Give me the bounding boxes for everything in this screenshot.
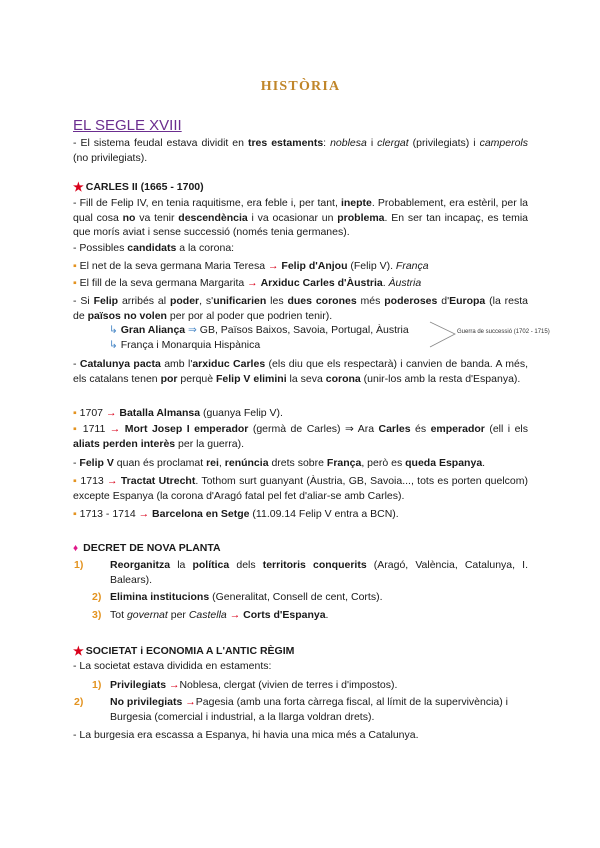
text: . Probablement, era estèril, per la qual cosa bbox=[73, 197, 528, 224]
section-heading-decret bbox=[73, 542, 221, 554]
text-bold: Elimina institucions bbox=[110, 591, 210, 603]
arrow-icon: → bbox=[229, 609, 241, 621]
text-bold: Carles bbox=[378, 423, 411, 435]
text: Tot bbox=[110, 609, 127, 621]
text-bold: aliats perden interès bbox=[73, 437, 176, 450]
societat-item-2 bbox=[73, 695, 528, 724]
text-italic: noblesa bbox=[330, 137, 367, 149]
text: per la guerra). bbox=[175, 437, 244, 450]
text-italic: camperols bbox=[479, 137, 528, 149]
text: 1711 bbox=[82, 423, 110, 435]
event-1713 bbox=[73, 474, 528, 503]
text-bold: Tractat Utrecht bbox=[120, 475, 196, 487]
section-heading-societat bbox=[73, 644, 294, 658]
item-number: 2) bbox=[92, 591, 102, 603]
text: 1713 bbox=[80, 475, 108, 487]
bullet-icon: ▪ bbox=[73, 260, 77, 272]
text-bold: problema bbox=[337, 211, 385, 224]
text-bold: països no volen bbox=[87, 309, 167, 322]
text: El fill de la seva germana Margarita bbox=[79, 277, 248, 289]
candidate-felip bbox=[73, 259, 528, 274]
war-of-succession-label: Guerra de successió (1702 - 1715) bbox=[457, 329, 550, 335]
text: França i Monarquia Hispànica bbox=[120, 339, 261, 351]
felip-renuncia-paragraph bbox=[73, 456, 528, 471]
section-heading-segle-xviii: EL SEGLE XVIII bbox=[73, 117, 182, 134]
text: , s' bbox=[199, 295, 214, 307]
item-number: 1) bbox=[74, 559, 84, 571]
text: (germà de Carles) bbox=[248, 423, 345, 435]
societat-item-1 bbox=[73, 678, 547, 693]
text-bold: dues corones bbox=[287, 295, 357, 307]
text: més bbox=[356, 295, 385, 307]
text-bold: Barcelona en Setge bbox=[152, 508, 250, 520]
text-bold: Arxiduc Carles d'Àustria bbox=[260, 277, 383, 289]
text: les bbox=[266, 295, 288, 307]
text-bold: poder bbox=[169, 295, 200, 307]
text-italic: França bbox=[395, 260, 429, 272]
text-bold: Felip V elimini bbox=[216, 372, 287, 385]
text: GB, Països Baixos, Savoia, Portugal, Àustria bbox=[196, 324, 409, 336]
text: (la resta de bbox=[73, 295, 529, 322]
text-bold: arxiduc Carles bbox=[192, 358, 266, 370]
event-1711 bbox=[73, 422, 528, 451]
text-bold: emperador bbox=[430, 423, 485, 435]
diamond-icon: ♦ bbox=[73, 542, 79, 554]
text-bold: política bbox=[192, 559, 230, 571]
text-bold: Mort Josep I emperador bbox=[124, 423, 249, 435]
text: Ara bbox=[353, 423, 379, 435]
text: per bbox=[167, 609, 189, 621]
text: (Aragó, València, Catalunya, I. Balears). bbox=[110, 559, 528, 586]
arrow-icon: → bbox=[168, 679, 180, 691]
text-bold: unificarien bbox=[213, 295, 267, 307]
text-bold: poderoses bbox=[384, 295, 438, 307]
section-heading-carles bbox=[73, 180, 204, 194]
bullet-icon: ▪ bbox=[73, 407, 77, 419]
text: arribés al bbox=[118, 295, 170, 307]
text-bold: No privilegiats bbox=[110, 696, 183, 708]
arrow-icon: → bbox=[105, 407, 117, 419]
text: - Fill de Felip IV, en tenia raquitisme, era feble i, per tant, bbox=[73, 197, 341, 209]
double-arrow-icon: ⇒ bbox=[188, 324, 197, 336]
event-1707 bbox=[73, 406, 528, 421]
text: Pagesia (amb una forta càrrega fiscal, al límit de la supervivència) i Burgesia (comercial i industrial, a la llarga voldran drets). bbox=[110, 696, 509, 723]
text: la seva bbox=[286, 372, 326, 385]
text: 1707 bbox=[79, 407, 106, 419]
text-italic: Àustria bbox=[388, 277, 422, 289]
text: , però es bbox=[361, 457, 406, 469]
text-bold: Felip bbox=[93, 295, 119, 307]
star-icon: ★ bbox=[73, 644, 84, 658]
item-number: 3) bbox=[92, 609, 102, 621]
decret-item-2 bbox=[73, 590, 547, 605]
text: . Tothom surt guanyant (Àustria, GB, Savoia..., tots es porten quelcom) excepte Espanya (la corona d'Aragó fatal pel fet d'aliar-se amb Carles). bbox=[73, 475, 529, 502]
intro-paragraph bbox=[73, 136, 528, 165]
text: (no privilegiats). bbox=[73, 151, 148, 164]
item-number: 1) bbox=[92, 679, 102, 691]
text-italic: governat bbox=[126, 609, 168, 621]
text: El net de la seva germana Maria Teresa bbox=[79, 260, 268, 272]
text-bold: Catalunya pacta bbox=[79, 358, 161, 370]
heading-text: CARLES II (1665 - 1700) bbox=[85, 181, 204, 193]
text-italic: clergat bbox=[377, 137, 409, 149]
event-1713-1714 bbox=[73, 507, 528, 522]
heading-text: SOCIETAT i ECONOMIA A L'ANTIC RÈGIM bbox=[85, 645, 295, 657]
text: (ell i els bbox=[484, 423, 528, 435]
text: . En ser tan incapaç, es temia que morís aviat i sense successió (només tenia germanes). bbox=[73, 211, 528, 238]
text-bold: Corts d'Espanya bbox=[243, 609, 326, 621]
text-bold: corona bbox=[325, 372, 361, 385]
star-icon: ★ bbox=[73, 180, 84, 194]
text-bold: Reorganitza bbox=[110, 559, 171, 571]
text: la bbox=[170, 559, 193, 571]
decret-item-3 bbox=[73, 608, 547, 623]
text-bold: tres estaments bbox=[247, 137, 324, 149]
text-bold: Europa bbox=[449, 295, 486, 307]
bullet-icon: ▪ bbox=[73, 423, 79, 435]
text: - Si bbox=[73, 295, 94, 307]
text-bold: Privilegiats bbox=[110, 679, 167, 691]
text: i bbox=[366, 137, 378, 149]
text-bold: territoris conquerits bbox=[262, 559, 367, 571]
text: (Felip V). bbox=[347, 260, 396, 272]
text: quan és proclamat bbox=[113, 457, 207, 469]
societat-burgesia: - La burgesia era escassa a Espanya, hi havia una mica més a Catalunya. bbox=[73, 729, 419, 741]
arrow-icon: → bbox=[267, 260, 279, 272]
text-bold: Gran Aliança bbox=[120, 324, 186, 336]
dash: - bbox=[73, 358, 77, 370]
text: (privilegiats) i bbox=[408, 137, 480, 149]
text: . bbox=[382, 277, 389, 289]
text-bold: renúncia bbox=[224, 457, 269, 469]
text: : bbox=[323, 137, 331, 149]
arrow-icon: → bbox=[109, 423, 121, 435]
text-bold: Felip V bbox=[79, 457, 114, 469]
item-number: 2) bbox=[74, 696, 84, 708]
arrow-icon: → bbox=[138, 508, 150, 520]
text-bold: por bbox=[160, 372, 178, 385]
text: 1713 - 1714 bbox=[79, 508, 139, 520]
text: (guanya Felip V). bbox=[200, 407, 283, 419]
double-arrow-icon: ⇒ bbox=[345, 423, 354, 435]
text-bold: no bbox=[122, 211, 136, 224]
text: d' bbox=[437, 295, 450, 307]
alliance-franca bbox=[73, 338, 564, 353]
text: - Possibles bbox=[73, 242, 128, 254]
text: , bbox=[218, 457, 225, 469]
text-bold: França bbox=[326, 457, 362, 469]
text: perquè bbox=[177, 372, 217, 385]
arrow-icon: → bbox=[185, 696, 196, 708]
heading-text: DECRET DE NOVA PLANTA bbox=[83, 542, 221, 554]
dash: - bbox=[73, 457, 77, 469]
candidate-carles bbox=[73, 276, 528, 291]
text: (unir-los amb la resta d'Espanya). bbox=[360, 372, 521, 385]
bullet-icon: ▪ bbox=[73, 508, 77, 520]
text: (els diu que els respectarà) i canvien de banda. A més, els catalans tenen bbox=[73, 358, 529, 385]
carles-paragraph-1 bbox=[73, 196, 528, 240]
text: . bbox=[482, 457, 486, 469]
text-bold: descendència bbox=[178, 211, 248, 224]
text: per por al poder que podrien tenir). bbox=[166, 309, 333, 322]
text: és bbox=[410, 423, 431, 435]
text-italic: Castella bbox=[188, 609, 227, 621]
carles-paragraph-felip-poder bbox=[73, 294, 528, 323]
page-title: HISTÒRIA bbox=[260, 79, 341, 94]
arrow-icon: → bbox=[247, 277, 258, 289]
carles-paragraph-catalunya bbox=[73, 357, 528, 386]
carles-candidates-intro bbox=[73, 241, 528, 256]
bullet-icon: ▪ bbox=[73, 277, 77, 289]
text: (11.09.14 Felip V entra a BCN). bbox=[249, 508, 399, 520]
text-bold: rei bbox=[206, 457, 219, 469]
hook-arrow-icon: ↳ bbox=[109, 324, 118, 336]
text: Noblesa, clergat (vivien de terres i d'impostos). bbox=[179, 679, 398, 691]
text: (Generalitat, Consell de cent, Corts). bbox=[209, 591, 383, 603]
text: va tenir bbox=[135, 211, 179, 224]
text: - El sistema feudal estava dividit en bbox=[73, 137, 248, 149]
text-bold: queda Espanya bbox=[405, 457, 483, 469]
text-bold: candidats bbox=[127, 242, 177, 254]
text-bold: Batalla Almansa bbox=[119, 407, 201, 419]
brace-icon bbox=[429, 320, 459, 350]
text: drets sobre bbox=[268, 457, 327, 469]
text-bold: Felip d'Anjou bbox=[281, 260, 348, 272]
text: a la corona: bbox=[176, 242, 235, 254]
societat-intro: - La societat estava dividida en estaments: bbox=[73, 660, 272, 672]
text: amb l' bbox=[160, 358, 193, 370]
decret-item-1 bbox=[73, 558, 528, 587]
text-bold: inepte bbox=[340, 197, 372, 209]
arrow-icon: → bbox=[107, 475, 118, 487]
text: i va ocasionar un bbox=[247, 211, 338, 224]
text: . bbox=[325, 609, 329, 621]
bullet-icon: ▪ bbox=[73, 475, 78, 487]
hook-arrow-icon: ↳ bbox=[109, 339, 118, 351]
text: dels bbox=[229, 559, 263, 571]
